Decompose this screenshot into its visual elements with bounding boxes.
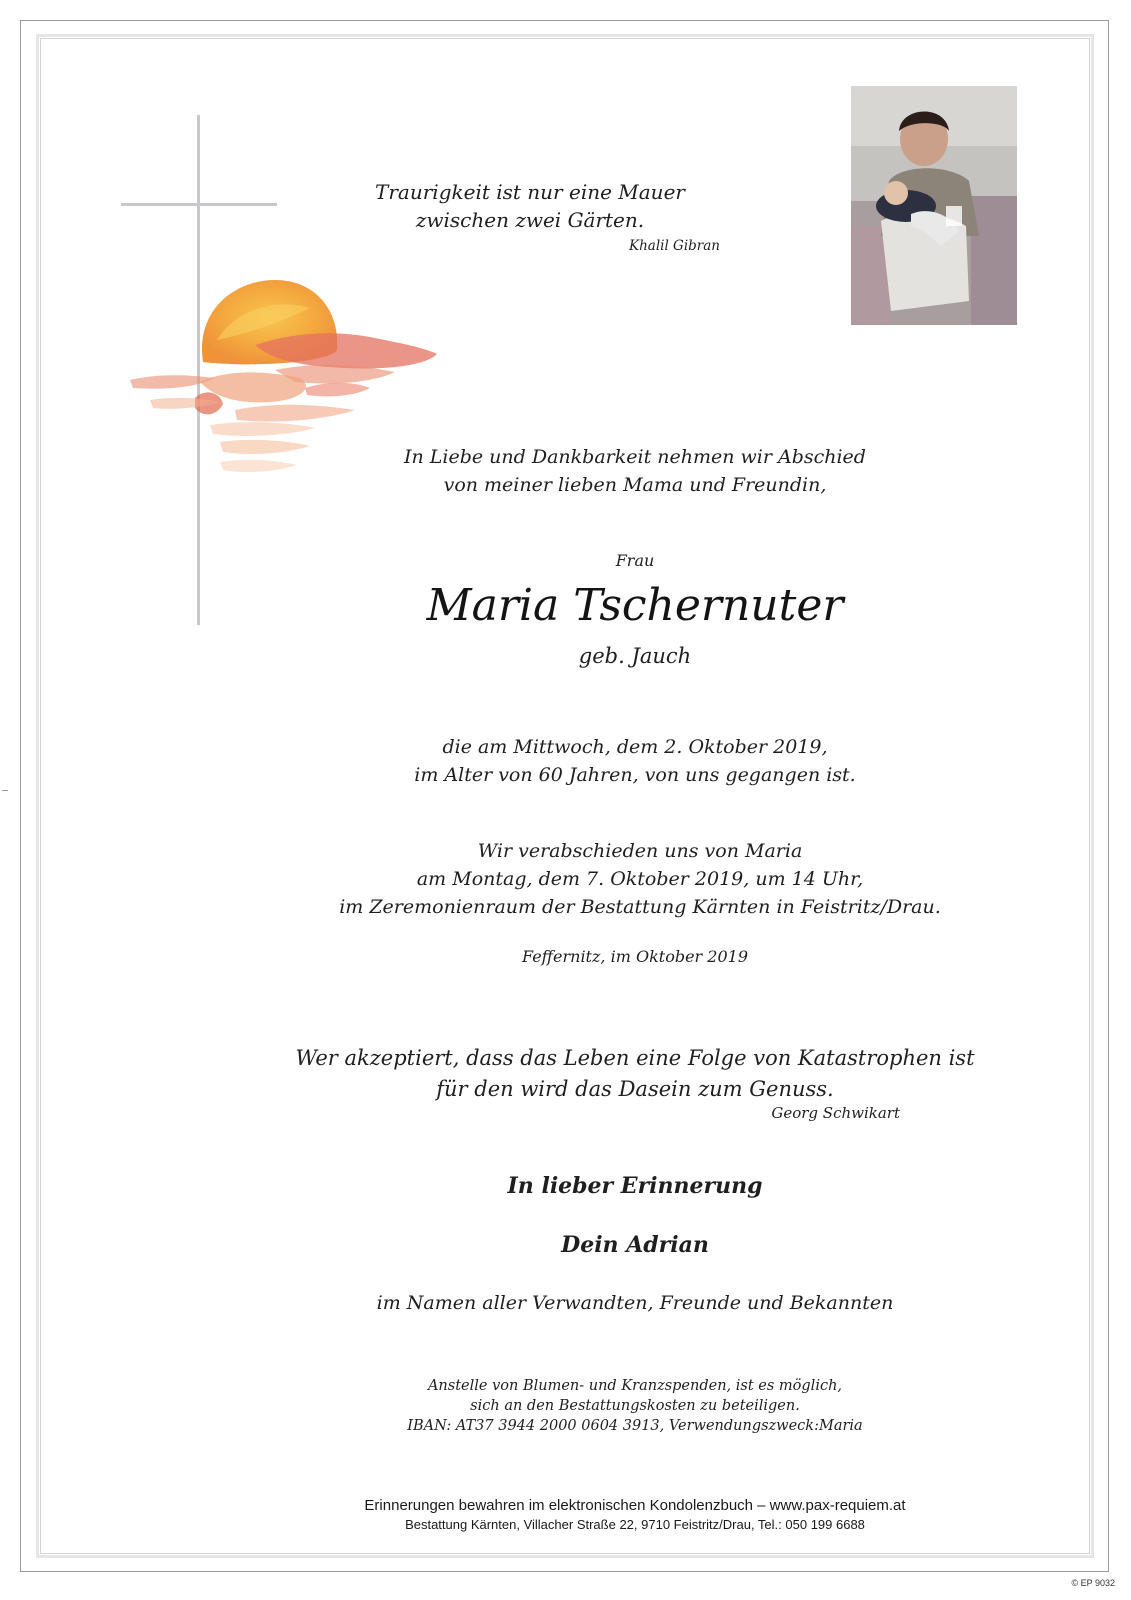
top-quote-line-2: zwischen zwei Gärten. bbox=[415, 208, 645, 232]
margin-mark bbox=[2, 790, 8, 791]
memory-heading: In lieber Erinnerung bbox=[507, 1173, 763, 1199]
farewell-details bbox=[280, 837, 1000, 921]
footer-address-line: Bestattung Kärnten, Villacher Straße 22, 9710 Feistritz/Drau, Tel.: 050 199 6688 bbox=[405, 1517, 865, 1532]
top-quote-author: Khalil Gibran bbox=[628, 238, 720, 254]
donation-line-2: sich an den Bestattungskosten zu beteiligen. bbox=[470, 1398, 800, 1414]
bottom-quote-line-2: für den wird das Dasein zum Genuss. bbox=[436, 1077, 834, 1101]
farewell-line-2: am Montag, dem 7. Oktober 2019, um 14 Uhr, bbox=[416, 868, 864, 890]
donation-note bbox=[330, 1376, 940, 1436]
farewell-line-3: im Zeremonienraum der Bestattung Kärnten in Feistritz/Drau. bbox=[339, 896, 941, 918]
donation-line-1: Anstelle von Blumen- und Kranzspenden, ist es möglich, bbox=[427, 1378, 843, 1394]
death-line-2: im Alter von 60 Jahren, von uns gegangen ist. bbox=[414, 764, 856, 786]
family-line: im Namen aller Verwandten, Freunde und Bekannten bbox=[376, 1292, 894, 1314]
farewell-line-1: Wir verabschieden uns von Maria bbox=[477, 840, 803, 862]
birth-name: geb. Jauch bbox=[578, 644, 692, 668]
death-details bbox=[300, 733, 970, 789]
honorific: Frau bbox=[615, 551, 655, 570]
cross-horizontal-bar bbox=[121, 203, 277, 206]
deceased-name: Maria Tschernuter bbox=[426, 580, 844, 631]
place-date: Feffernitz, im Oktober 2019 bbox=[521, 947, 748, 966]
death-line-1: die am Mittwoch, dem 2. Oktober 2019, bbox=[442, 736, 828, 758]
bottom-quote-line-1: Wer akzeptiert, dass das Leben eine Folge von Katastrophen ist bbox=[295, 1046, 975, 1070]
top-quote bbox=[330, 178, 730, 234]
bottom-quote-author: Georg Schwikart bbox=[771, 1104, 900, 1122]
footer-condolence-line: Erinnerungen bewahren im elektronischen Kondolenzbuch – www.pax-requiem.at bbox=[364, 1497, 906, 1514]
portrait-photo bbox=[851, 86, 1017, 325]
corner-code: © EP 9032 bbox=[1071, 1578, 1115, 1588]
intro-line-2: von meiner lieben Mama und Freundin, bbox=[443, 474, 827, 496]
top-quote-line-1: Traurigkeit ist nur eine Mauer bbox=[375, 180, 685, 204]
intro-text bbox=[330, 443, 940, 499]
intro-line-1: In Liebe und Dankbarkeit nehmen wir Abschied bbox=[404, 446, 866, 468]
bottom-quote bbox=[200, 1043, 1070, 1105]
donation-line-3: IBAN: AT37 3944 2000 0604 3913, Verwendungszweck:Maria bbox=[407, 1418, 863, 1434]
signer-name: Dein Adrian bbox=[561, 1232, 709, 1258]
